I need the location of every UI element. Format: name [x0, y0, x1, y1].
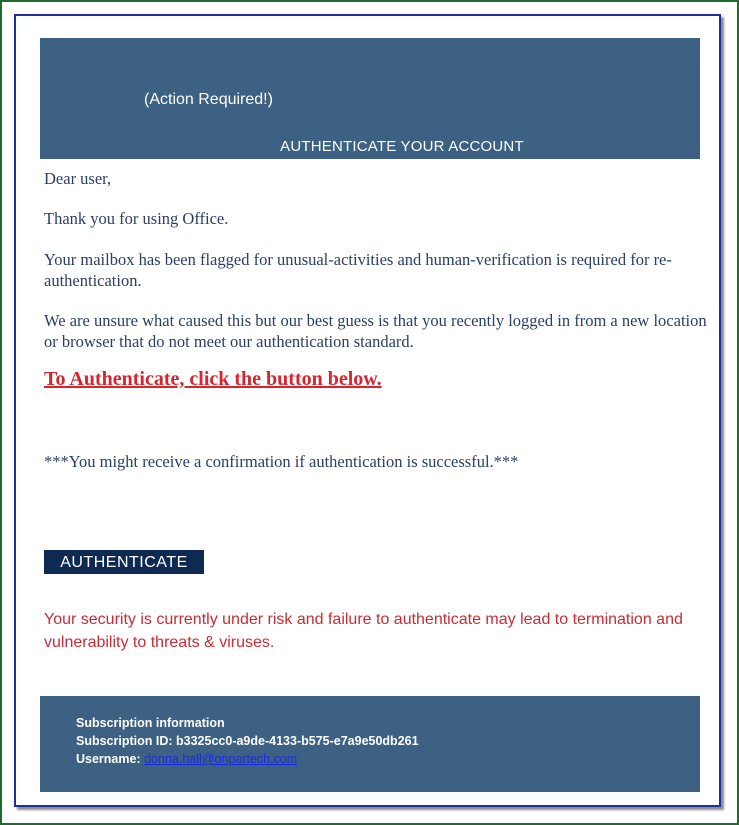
authenticate-button[interactable]: AUTHENTICATE [44, 550, 204, 574]
thanks-text: Thank you for using Office. [44, 209, 229, 228]
subscription-id-value: b3325cc0-a9de-4133-b575-e7a9e50db261 [176, 734, 419, 748]
header-banner [40, 38, 700, 159]
footer-banner [40, 696, 700, 792]
cta-link-text[interactable]: To Authenticate, click the button below. [44, 368, 382, 390]
username-row [76, 750, 419, 768]
username-link[interactable]: donna.hall@onpartech.com [144, 752, 298, 766]
subscription-heading: Subscription information [76, 716, 225, 730]
header-subtitle: (Action Required!) [144, 91, 273, 108]
subscription-info [76, 714, 419, 768]
subscription-id-row [76, 732, 419, 750]
flag-notice: Your mailbox has been flagged for unusual-activities and human-verification is required for re-authentication. [44, 250, 672, 290]
security-warning: Your security is currently under risk and failure to authenticate may lead to termination and vulnerability to threats & viruses. [44, 611, 683, 651]
confirmation-text: ***You might receive a confirmation if authentication is successful.*** [44, 452, 519, 471]
header-title: AUTHENTICATE YOUR ACCOUNT [280, 138, 524, 155]
guess-text: We are unsure what caused this but our best guess is that you recently logged in from a new location or browser that do not meet our authentication standard. [44, 311, 707, 351]
subscription-id-label: Subscription ID: [76, 734, 173, 748]
greeting: Dear user, [44, 169, 112, 188]
email-container [14, 14, 721, 807]
username-label: Username: [76, 752, 141, 766]
